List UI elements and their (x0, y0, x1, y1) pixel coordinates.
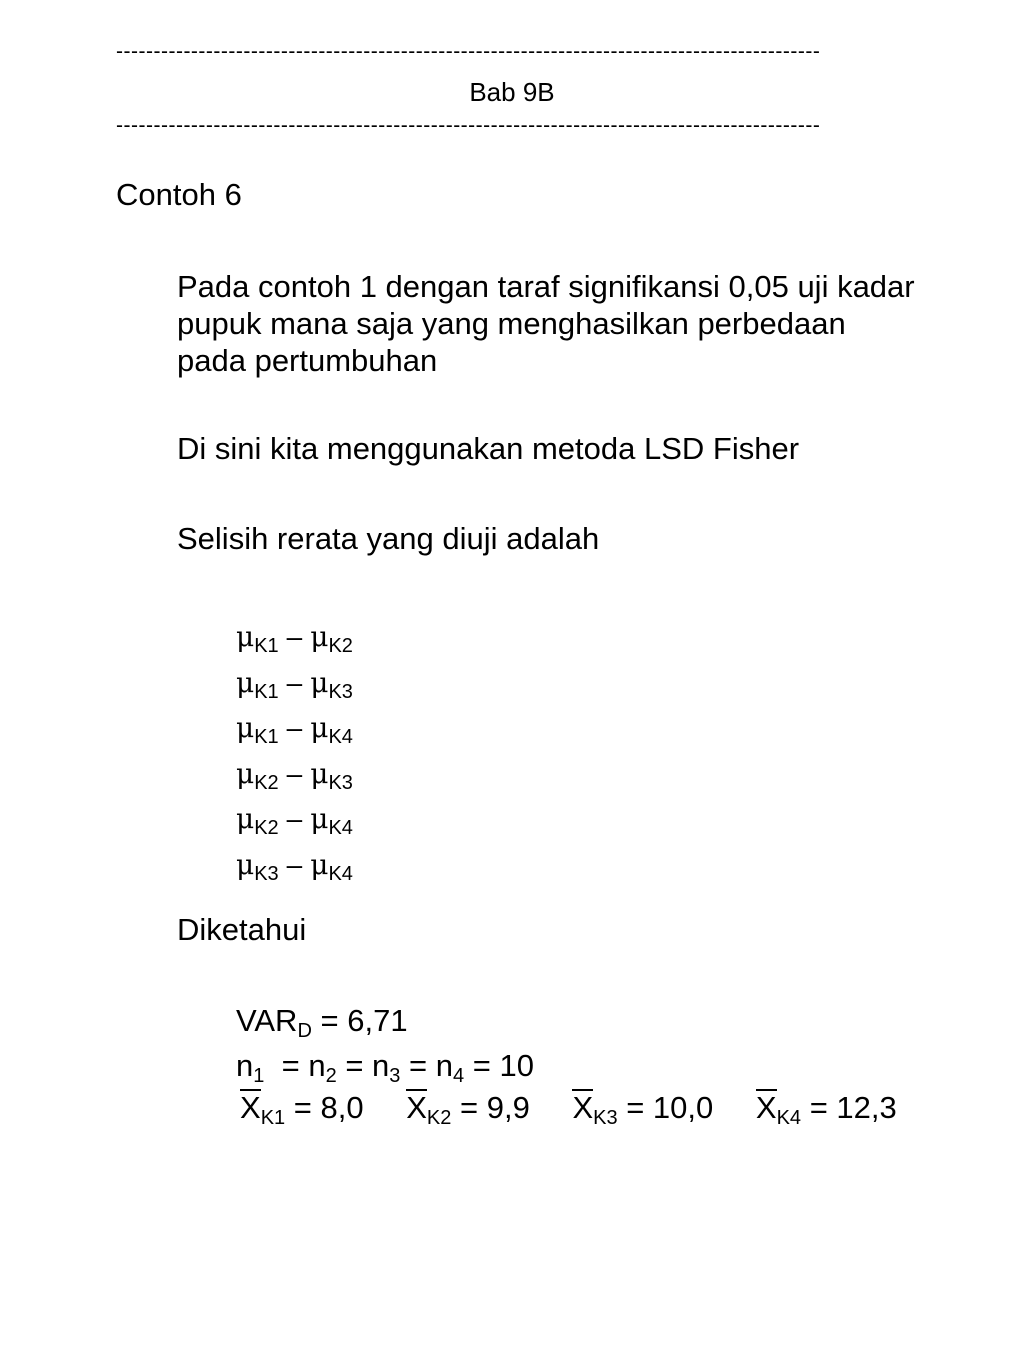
sample-mean: $X_{K1} = 8,0$ (240, 1090, 364, 1129)
bottom-divider: ---------------------------------------------------------------------------------------------- (116, 114, 821, 137)
sample-mean: $X_{K4} = 12,3$ (755, 1090, 897, 1129)
sample-mean: $X_{K2} = 9,9$ (406, 1090, 530, 1129)
mean-difference-item: $\mu_{K1} - \mu_{K3}$ (236, 665, 353, 703)
known-label: Diketahui (177, 912, 307, 947)
mean-difference-item: $\mu_{K2} - \mu_{K4}$ (236, 802, 353, 839)
example-title: Contoh 6 (116, 177, 242, 212)
mean-difference-item: $\mu_{K1} - \mu_{K4}$ (236, 711, 353, 748)
variance-formula: $VAR_D = 6,71$ (236, 1003, 408, 1042)
mean-difference-item: $\mu_{K1} - \mu_{K2}$ (236, 620, 353, 657)
method-statement: Di sini kita menggunakan metoda LSD Fisher (177, 431, 800, 466)
sample-size-formula: $n_1 = n_2 = n_3 = n_4 = 10$ (236, 1048, 534, 1087)
mean-difference-item: $\mu_{K3} - \mu_{K4}$ (236, 847, 353, 885)
sample-mean: $X_{K3} = 10,0$ (572, 1090, 714, 1129)
chapter-label: Bab 9B (469, 77, 555, 107)
sample-means-row (240, 1089, 897, 1129)
problem-statement: Pada contoh 1 dengan taraf signifikansi 0,05 uji kadar pupuk mana saja yang menghasilkan perbedaan pada pertumbuhan (177, 269, 915, 378)
top-divider: ---------------------------------------------------------------------------------------------- (116, 40, 821, 63)
mean-difference-list (236, 614, 353, 887)
mean-difference-item: $\mu_{K2} - \mu_{K3}$ (236, 756, 353, 794)
differences-intro: Selisih rerata yang diuji adalah (177, 521, 600, 556)
